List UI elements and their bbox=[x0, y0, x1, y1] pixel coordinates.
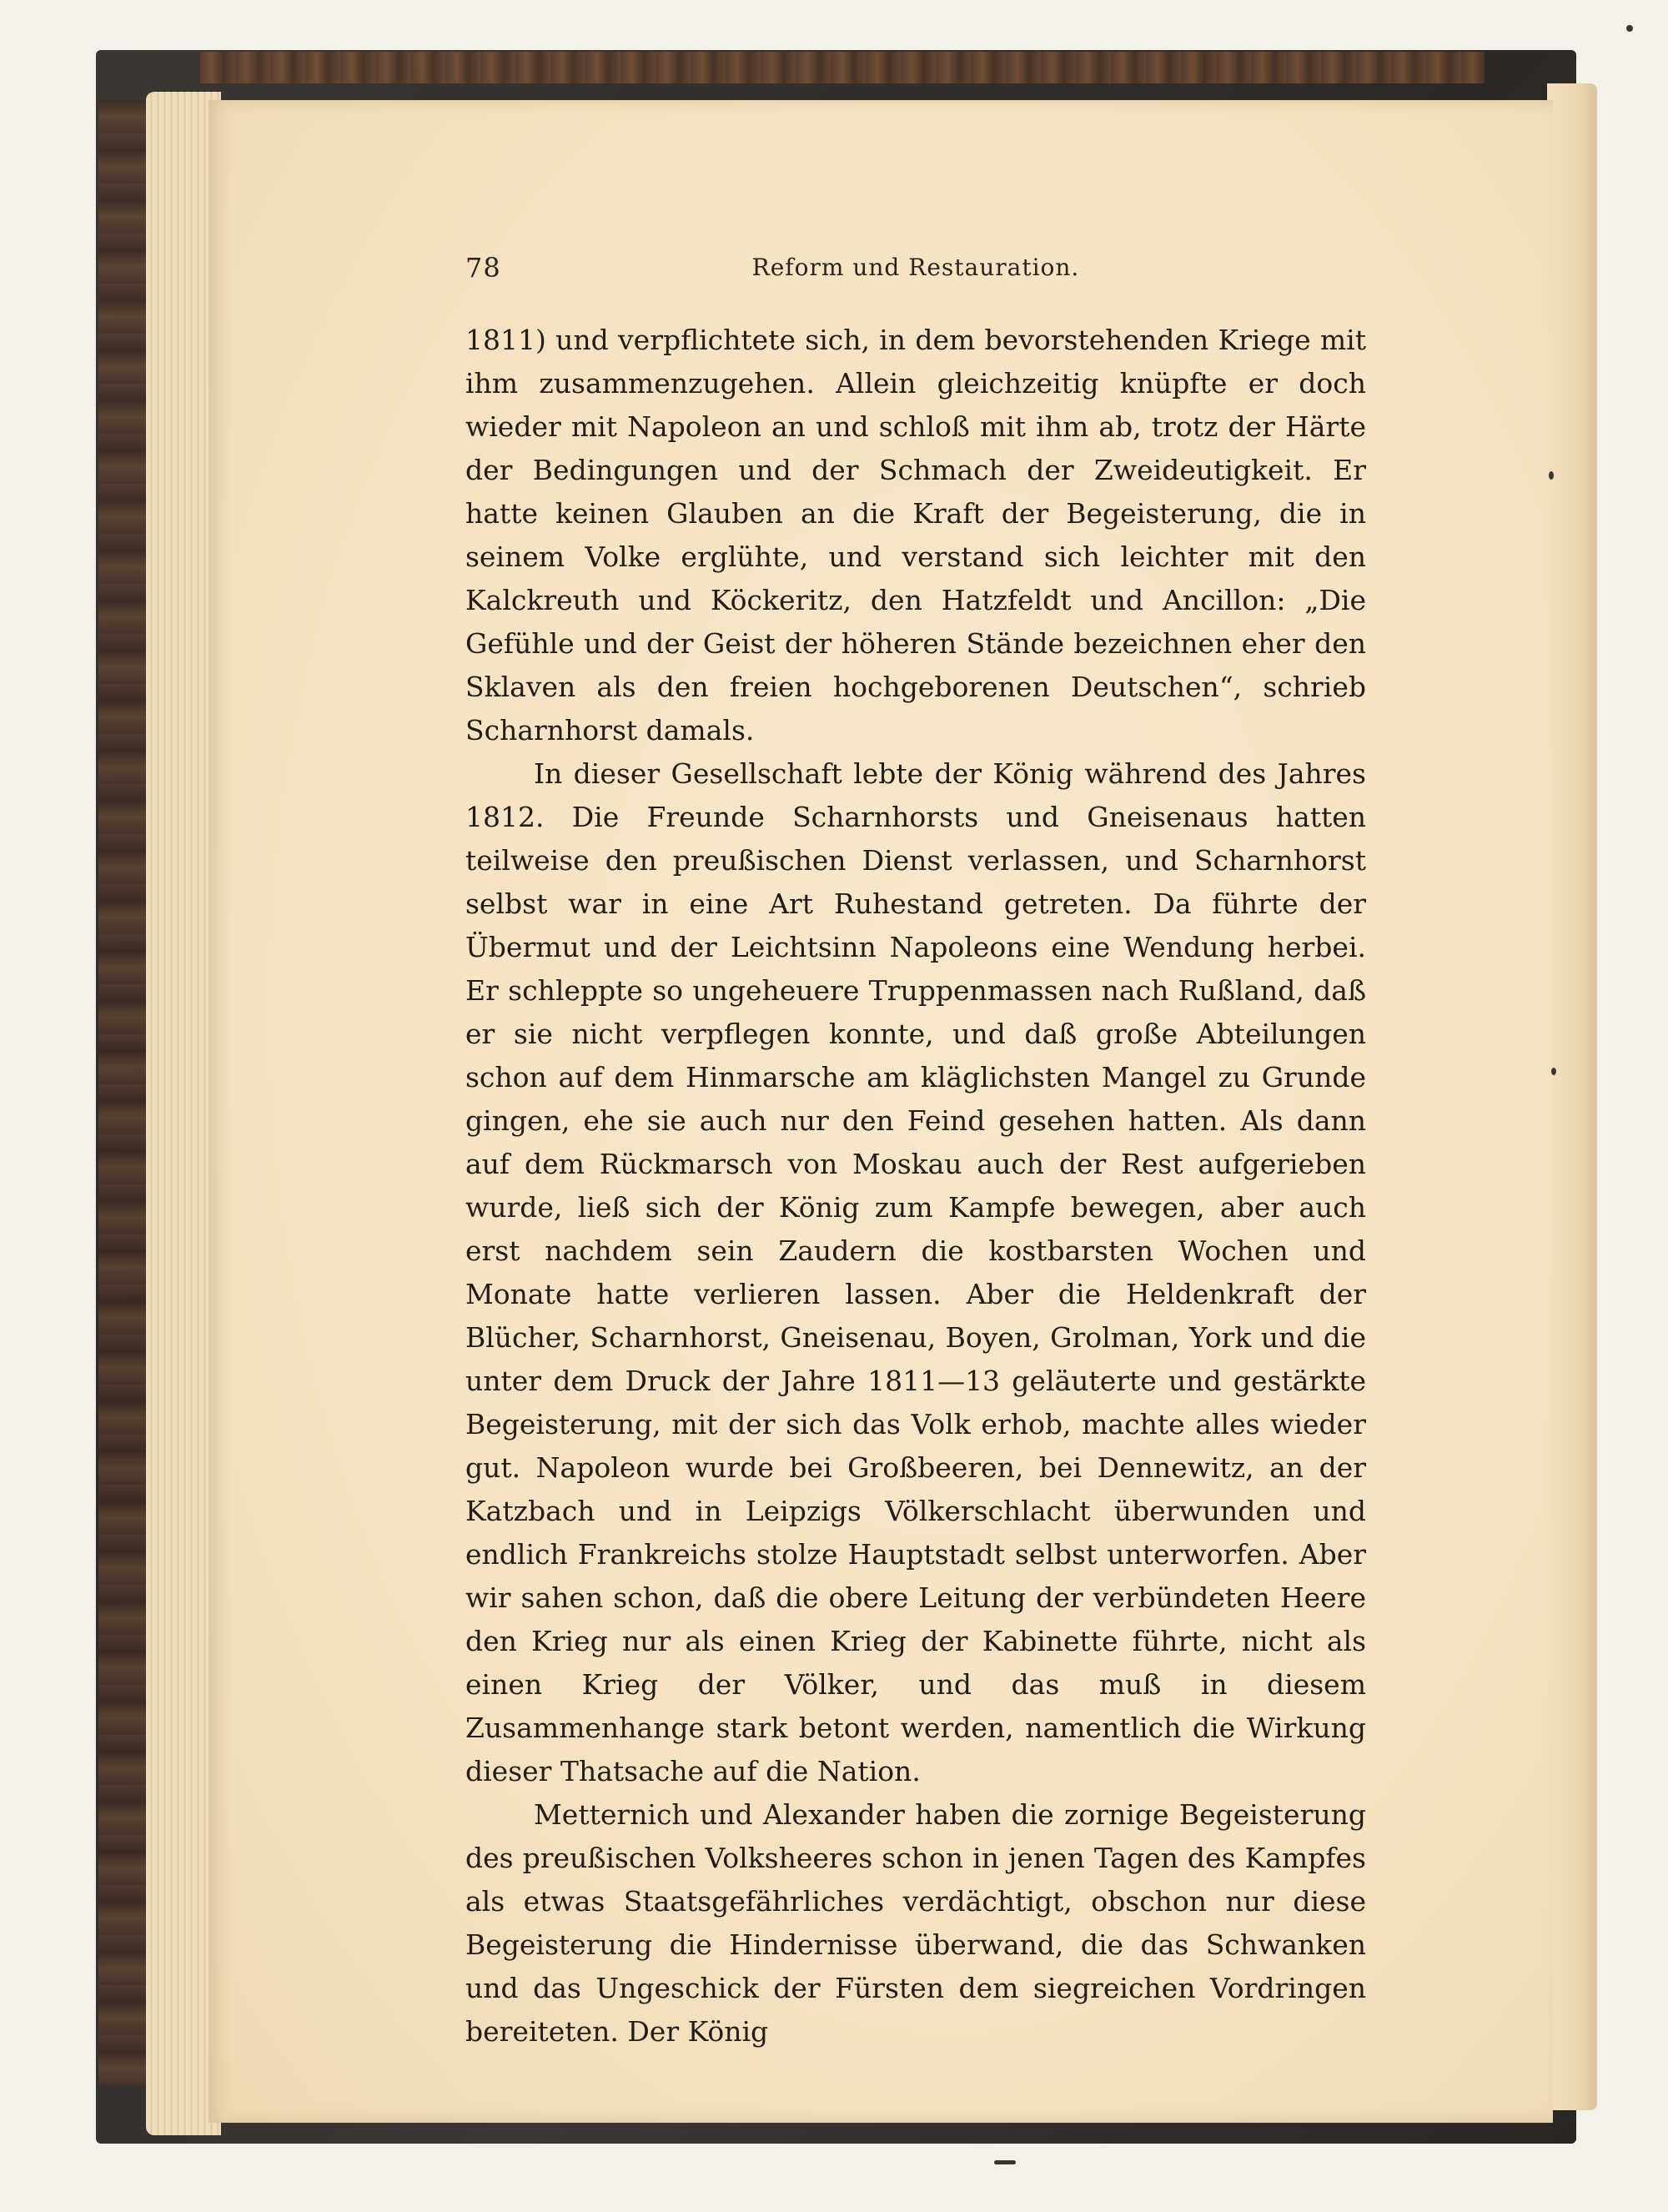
cover-marbled-edge-top bbox=[200, 52, 1485, 83]
scan-speck bbox=[1626, 25, 1633, 32]
page-number: 78 bbox=[465, 252, 501, 284]
running-head bbox=[465, 252, 1366, 292]
scan-speck bbox=[1549, 471, 1554, 480]
paragraph-3: Metternich und Alexander haben die zornige Begeisterung des preußischen Volksheeres schon in jenen Tagen des Kampfes als etwas Staatsgefährliches verdächtigt, obschon nur diese Begeisterung die Hindernisse überwand, die das Schwanken und das Ungeschick der Fürsten dem siegreichen Vordringen bereiteten. Der König bbox=[465, 1798, 1366, 2048]
paragraph-1: 1811) und verpflichtete sich, in dem bevorstehenden Kriege mit ihm zusammenzugehen. Allein gleichzeitig knüpfte er doch wieder mit Napoleon an und schloß mit ihm ab, trotz der Härte der Bedingungen und der Schmach der Zweideutigkeit. Er hatte keinen Glauben an die Kraft der Begeisterung, die in seinem Volke erglühte, und verstand sich leichter mit den Kalckreuth und Köckeritz, den Hatzfeldt und Ancillon: „Die Gefühle und der Geist der höheren Stände bezeichnen eher den Sklaven als den freien hochgeborenen Deutschen“, schrieb Scharnhorst damals. bbox=[465, 324, 1366, 747]
paragraph-2: In dieser Gesellschaft lebte der König während des Jahres 1812. Die Freunde Scharnhorsts und Gneisenaus hatten teilweise den preußischen Dienst verlassen, und Scharnhorst selbst war in eine Art Ruhestand getreten. Da führte der Übermut und der Leichtsinn Napoleons eine Wendung herbei. Er schleppte so ungeheuere Truppenmassen nach Rußland, daß er sie nicht verpflegen konnte, und daß große Abteilungen schon auf dem Hinmarsche am kläglichsten Mangel zu Grunde gingen, ehe sie auch nur den Feind gesehen hatten. Als dann auf dem Rückmarsch von Moskau auch der Rest aufgerieben wurde, ließ sich der König zum Kampfe bewegen, aber auch erst nachdem sein Zaudern die kostbarsten Wochen und Monate hatte verlieren lassen. Aber die Heldenkraft der Blücher, Scharnhorst, Gneisenau, Boyen, Grolman, York und die unter dem Druck der Jahre 1811—13 geläuterte und gestärkte Begeisterung, mit der sich das Volk erhob, machte alles wieder gut. Napoleon wurde bei Großbeeren, bei Dennewitz, an der Katzbach und in Leipzigs Völkerschlacht überwunden und endlich Frankreichs stolze Hauptstadt selbst unterworfen. Aber wir sahen schon, daß die obere Leitung der verbündeten Heere den Krieg nur als einen Krieg der Kabinette führte, nicht als einen Krieg der Völker, und das muß in diesem Zusammenhange stark betont werden, namentlich die Wirkung dieser Thatsache auf die Nation. bbox=[465, 757, 1366, 1787]
cover-marbled-edge-left bbox=[98, 100, 148, 2085]
running-head-title: Reform und Restauration. bbox=[751, 254, 1080, 281]
page-edges-right bbox=[1547, 83, 1597, 2110]
scan-speck bbox=[994, 2160, 1016, 2164]
body-text bbox=[465, 319, 1366, 2054]
scan-speck bbox=[1551, 1068, 1556, 1075]
